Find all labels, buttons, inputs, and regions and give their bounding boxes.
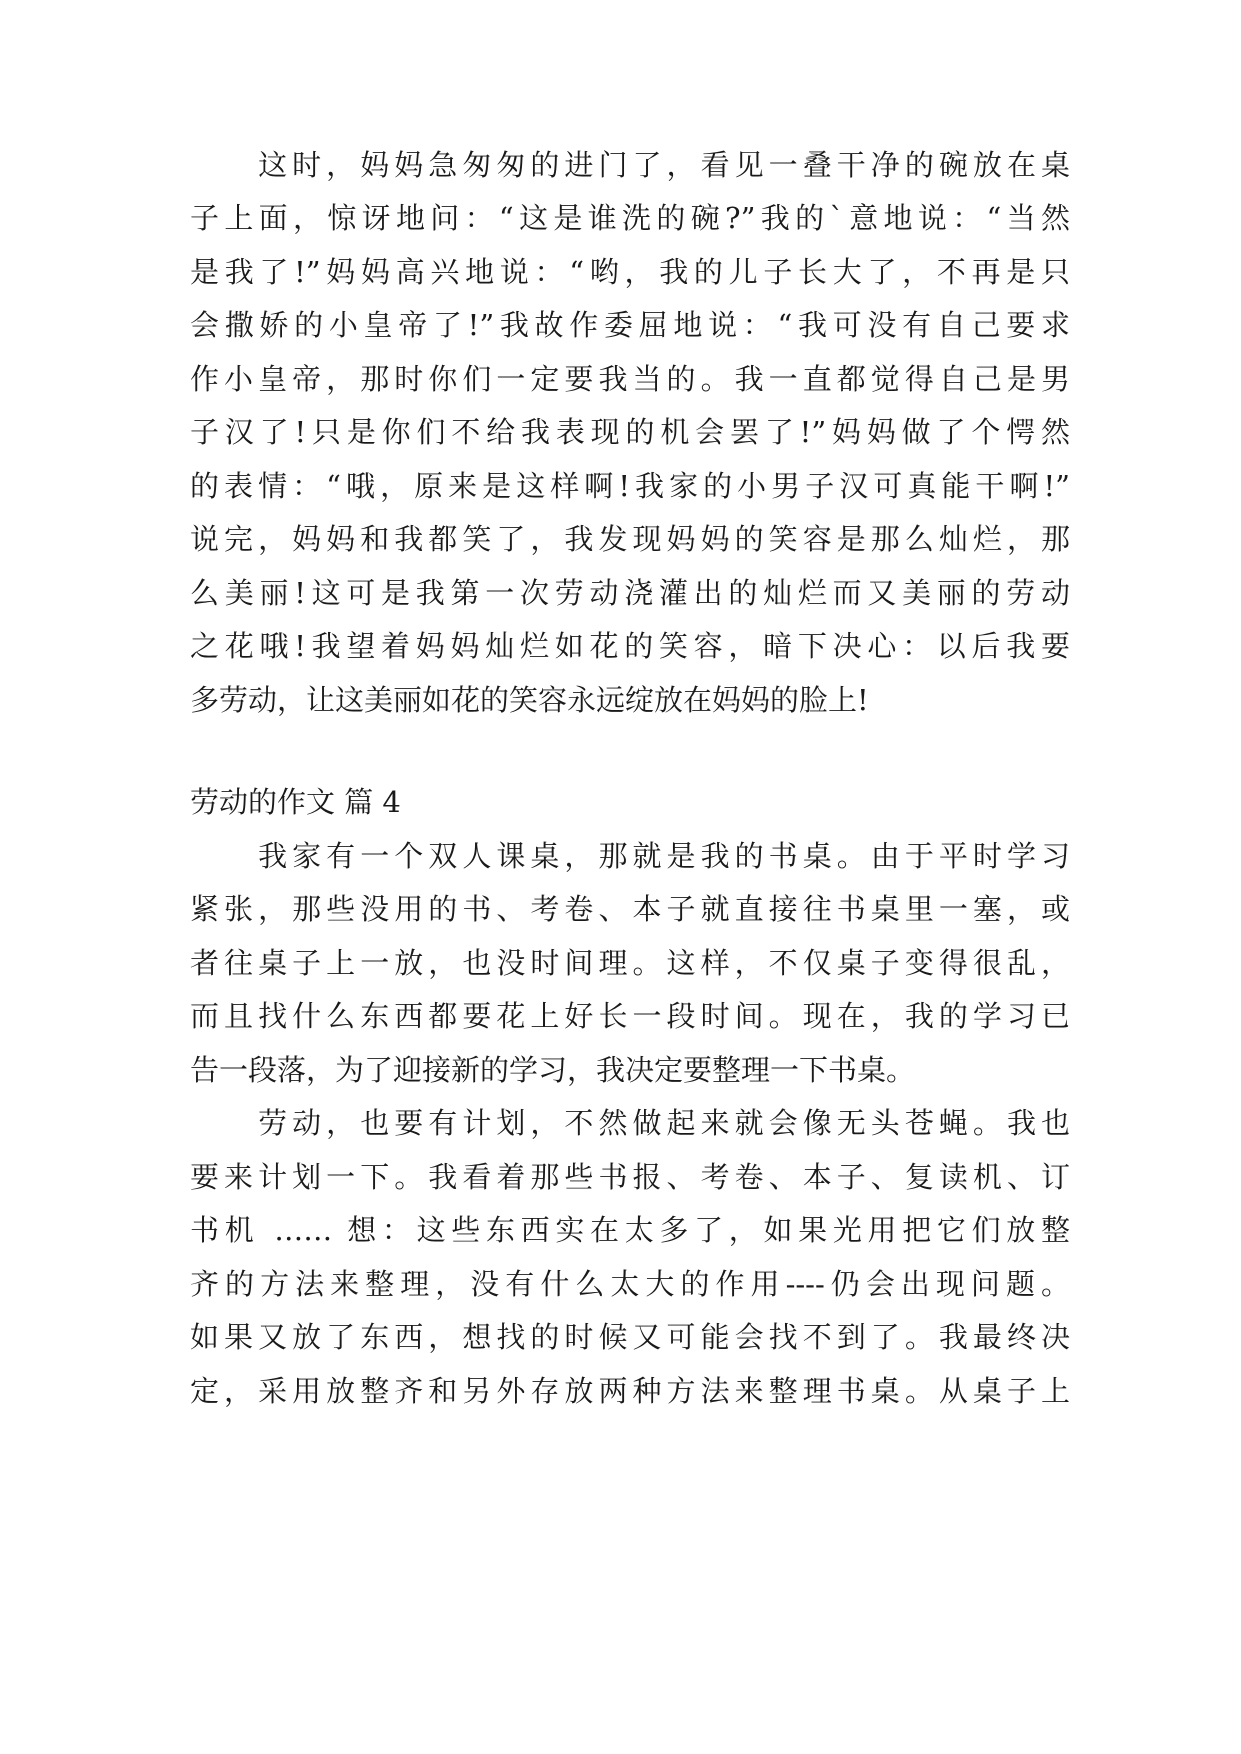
- text-line: 子汉了!只是你们不给我表现的机会罢了!”妈妈做了个愕然: [190, 415, 1070, 449]
- text-line: 定，采用放整齐和另外存放两种方法来整理书桌。从桌子上: [190, 1374, 1070, 1408]
- text-line: 书机 …… 想：这些东西实在太多了，如果光用把它们放整: [190, 1213, 1070, 1247]
- text-line: 紧张，那些没用的书、考卷、本子就直接往书桌里一塞，或: [190, 892, 1070, 926]
- text-line: 要来计划一下。我看着那些书报、考卷、本子、复读机、订: [190, 1160, 1070, 1194]
- text-line: 我家有一个双人课桌，那就是我的书桌。由于平时学习: [190, 839, 1070, 873]
- text-line: 而且找什么东西都要花上好长一段时间。现在，我的学习已: [190, 999, 1070, 1033]
- text-line: 如果又放了东西，想找的时候又可能会找不到了。我最终决: [190, 1320, 1070, 1354]
- section-heading: 劳动的作文 篇 4: [190, 785, 401, 819]
- text-line: 告一段落，为了迎接新的学习，我决定要整理一下书桌。: [190, 1053, 916, 1087]
- text-line: 子上面，惊讶地问：“这是谁洗的碗?”我的`意地说：“当然: [190, 201, 1070, 235]
- text-line: 作小皇帝，那时你们一定要我当的。我一直都觉得自己是男: [190, 362, 1070, 396]
- text-line: 会撒娇的小皇帝了!”我故作委屈地说：“我可没有自己要求: [190, 308, 1070, 342]
- text-line: 齐的方法来整理，没有什么太大的作用----仍会出现问题。: [190, 1267, 1070, 1301]
- text-line: 者往桌子上一放，也没时间理。这样，不仅桌子变得很乱，: [190, 946, 1070, 980]
- text-line: 多劳动，让这美丽如花的笑容永远绽放在妈妈的脸上!: [190, 683, 869, 717]
- text-line: 这时，妈妈急匆匆的进门了，看见一叠干净的碗放在桌: [190, 148, 1070, 182]
- text-line: 么美丽!这可是我第一次劳动浇灌出的灿烂而又美丽的劳动: [190, 576, 1070, 610]
- text-line: 是我了!”妈妈高兴地说：“哟，我的儿子长大了，不再是只: [190, 255, 1070, 289]
- text-line: 说完，妈妈和我都笑了，我发现妈妈的笑容是那么灿烂，那: [190, 522, 1070, 556]
- text-line: 之花哦!我望着妈妈灿烂如花的笑容，暗下决心：以后我要: [190, 629, 1070, 663]
- text-line: 劳动，也要有计划，不然做起来就会像无头苍蝇。我也: [190, 1106, 1070, 1140]
- text-line: 的表情：“哦，原来是这样啊!我家的小男子汉可真能干啊!”: [190, 469, 1070, 503]
